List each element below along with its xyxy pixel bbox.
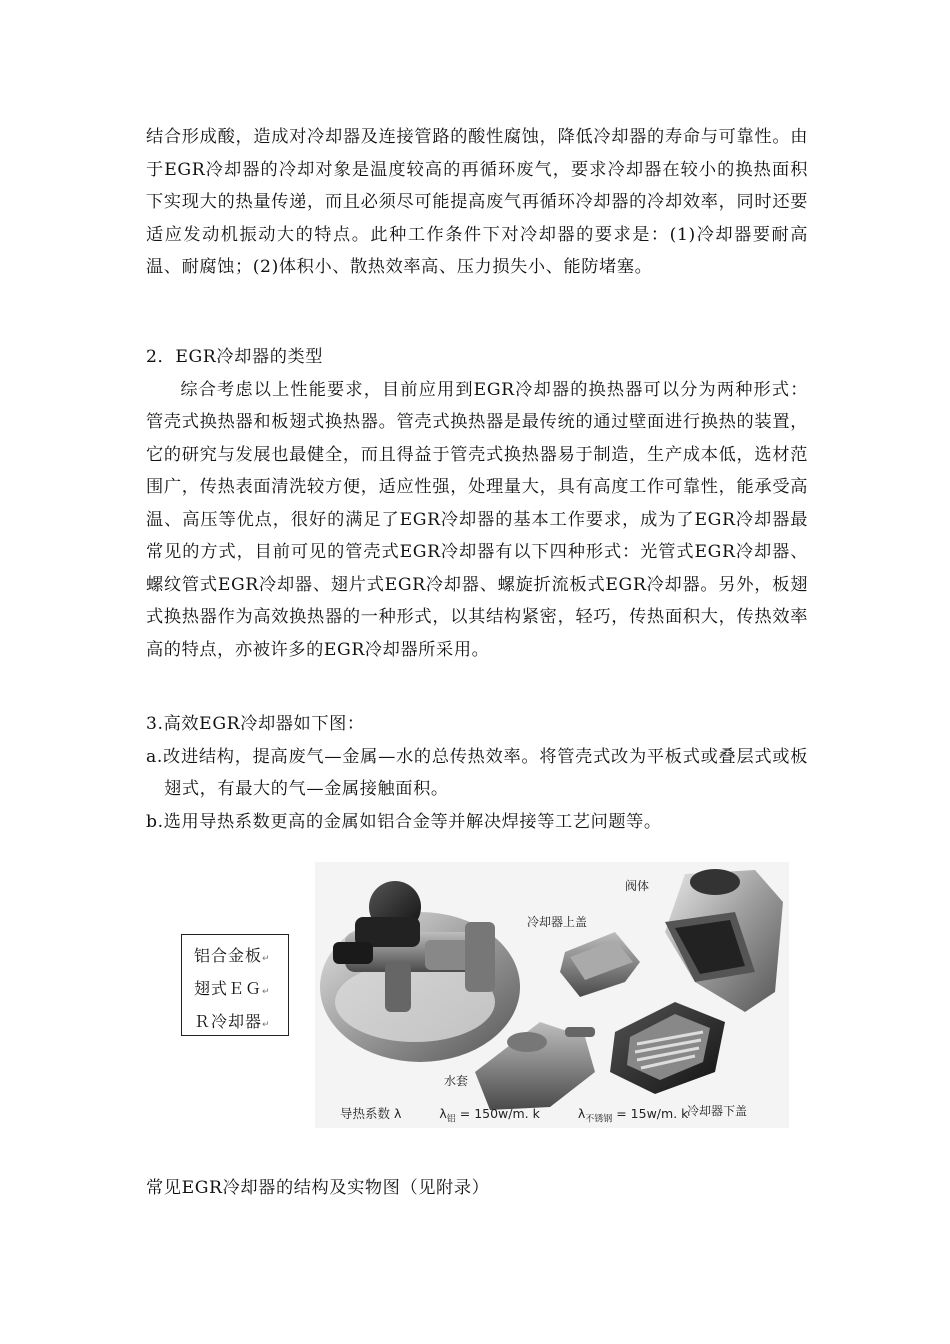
section-3-heading: 3.高效EGR冷却器如下图： [146, 714, 365, 734]
paragraph-1-text: 结合形成酸，造成对冷却器及连接管路的酸性腐蚀，降低冷却器的寿命与可靠性。由于EGR冷却器的冷却对象是温度较高的再循环废气，要求冷却器在较小的换热面积下实现大的热量传递，而且必须尽可能提高废气再循环冷却器的冷却效率，同时还要适应发动机振动大的特点。此种工作条件下对冷却器的要求是：(1)冷却器要耐高温、耐腐蚀；(2)体积小、散热效率高、压力损失小、能防堵塞。 [146, 127, 808, 277]
section-2-heading: 2．EGR冷却器的类型 [146, 347, 324, 367]
callout-water-jacket: 水套 [444, 1074, 469, 1088]
formula-prefix: 导热系数 λ [340, 1106, 402, 1121]
section-egr-cooler-types [146, 341, 808, 666]
aluminum-symbol: λ [439, 1106, 447, 1121]
cooler-bottom-cover-drawing [610, 1002, 725, 1094]
section-efficient-egr-cooler [146, 708, 808, 838]
valve-body-drawing [665, 869, 783, 1012]
egr-cooler-figure [177, 862, 789, 1128]
figure-label-box [181, 934, 289, 1036]
item-a-text: a.改进结构，提高废气—金属—水的总传热效率。将管壳式改为平板式或叠层式或板翅式，有最大的气—金属接触面积。 [146, 746, 808, 799]
label-line-2: 翅式ＥＧ↵ [194, 979, 271, 998]
section-2-body: 综合考虑以上性能要求，目前应用到EGR冷却器的换热器可以分为两种形式：管壳式换热器和板翅式换热器。管壳式换热器是最传统的通过壁面进行换热的装置，它的研究与发展也最健全，而且得益于管壳式换热器易于制造，生产成本低，选材范围广，传热表面清洗较方便，适应性强，处理量大，具有高度工作可靠性，能承受高温、高压等优点，很好的满足了EGR冷却器的基本工作要求，成为了EGR冷却器最常见的方式，目前可见的管壳式EGR冷却器有以下四种形式：光管式EGR冷却器、螺纹管式EGR冷却器、翅片式EGR冷却器、螺旋折流板式EGR冷却器。另外，板翅式换热器作为高效换热器的一种形式，以其结构紧密，轻巧，传热面积大，传热效率高的特点，亦被许多的EGR冷却器所采用。 [146, 379, 808, 660]
aluminum-value: = 150w/m. k [459, 1106, 540, 1121]
figure-caption-block [146, 1172, 808, 1205]
figure-caption: 常见EGR冷却器的结构及实物图（见附录） [146, 1178, 490, 1198]
stainless-subscript: 不锈钢 [585, 1114, 613, 1125]
callout-cooler-top: 冷却器上盖 [527, 915, 588, 929]
exploded-view-illustration [315, 862, 789, 1128]
cooler-top-cover-drawing [560, 932, 640, 997]
stainless-value: = 15w/m. k [616, 1106, 689, 1121]
exploded-view-photo [315, 862, 789, 1128]
stainless-symbol: λ [577, 1106, 586, 1121]
label-line-3: Ｒ冷却器↵ [194, 1012, 271, 1031]
assembled-cooler-drawing [320, 881, 520, 1062]
aluminum-subscript: 铝 [446, 1114, 456, 1125]
paragraph-acid-corrosion [146, 121, 808, 284]
item-b-text: b.选用导热系数更高的金属如铝合金等并解决焊接等工艺问题等。 [146, 811, 662, 832]
callout-valve-body: 阀体 [625, 879, 650, 893]
thermal-conductivity-formula [340, 1104, 688, 1125]
label-line-1: 铝合金板↵ [194, 946, 271, 965]
callout-cooler-bottom: 冷却器下盖 [687, 1104, 748, 1118]
